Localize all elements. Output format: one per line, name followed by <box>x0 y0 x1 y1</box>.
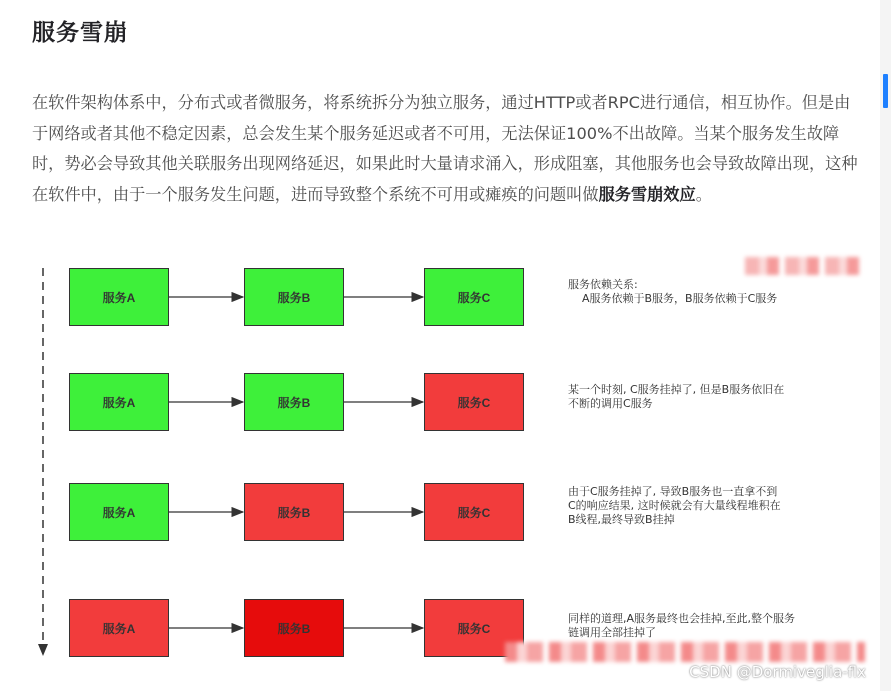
note-line: 同样的道理,A服务最终也会挂掉,至此,整个服务 <box>568 612 796 625</box>
paragraph-text: 在软件架构体系中，分布式或者微服务，将系统拆分为独立服务，通过HTTP或者RPC进行通信，相互协作。但是由于网络或者其他不稳定因素，总会发生某个服务延迟或者不可用，无法保证100%不出故障。当某个服务发生故障时，势必会导致其他关联服务出现网络延迟，如果此时大量请求涌入，形成阻塞，其他服务也会导致故障出现，这种在软件中，由于一个服务发生问题，进而导致整个系统不可用或瘫痪的问题叫做 <box>32 93 858 204</box>
service-box-row4-3: 服务C <box>424 599 524 657</box>
service-box-row4-1: 服务A <box>69 599 169 657</box>
note-line: 链调用全部挂掉了 <box>568 626 656 639</box>
service-box-row3-1: 服务A <box>69 483 169 541</box>
note-row1 <box>568 278 818 306</box>
note-line: B线程,最终导致B挂掉 <box>568 513 675 526</box>
service-box-row3-3: 服务C <box>424 483 524 541</box>
note-line: 某一个时刻, C服务挂掉了, 但是B服务依旧在 <box>568 383 785 396</box>
note-line: 不断的调用C服务 <box>568 397 653 410</box>
service-box-row2-1: 服务A <box>69 373 169 431</box>
service-box-row4-2: 服务B <box>244 599 344 657</box>
note-line: A服务依赖于B服务，B服务依赖于C服务 <box>568 292 778 305</box>
scrollbar-thumb[interactable] <box>883 74 888 108</box>
redacted-area-bottom <box>505 642 865 662</box>
service-box-row2-3: 服务C <box>424 373 524 431</box>
note-row4 <box>568 612 818 640</box>
service-box-row1-2: 服务B <box>244 268 344 326</box>
note-row3 <box>568 485 818 527</box>
csdn-watermark: CSDN @Dormiveglia-flx <box>689 663 866 681</box>
paragraph-end: 。 <box>695 184 712 204</box>
service-box-row2-2: 服务B <box>244 373 344 431</box>
note-line: C的响应结果, 这时候就会有大量线程堆积在 <box>568 499 781 512</box>
note-line: 服务依赖关系: <box>568 278 638 291</box>
service-box-row1-1: 服务A <box>69 268 169 326</box>
service-avalanche-diagram <box>0 252 880 691</box>
redacted-area-top <box>745 257 865 275</box>
article-heading: 服务雪崩 <box>32 20 128 46</box>
service-box-row3-2: 服务B <box>244 483 344 541</box>
note-line: 由于C服务挂掉了, 导致B服务也一直拿不到 <box>568 485 778 498</box>
paragraph-bold-term: 服务雪崩效应 <box>598 184 696 204</box>
timeline-arrowhead <box>38 644 48 656</box>
note-row2 <box>568 383 818 411</box>
page-scrollbar[interactable] <box>880 0 891 691</box>
article-paragraph <box>32 88 864 210</box>
service-box-row1-3: 服务C <box>424 268 524 326</box>
